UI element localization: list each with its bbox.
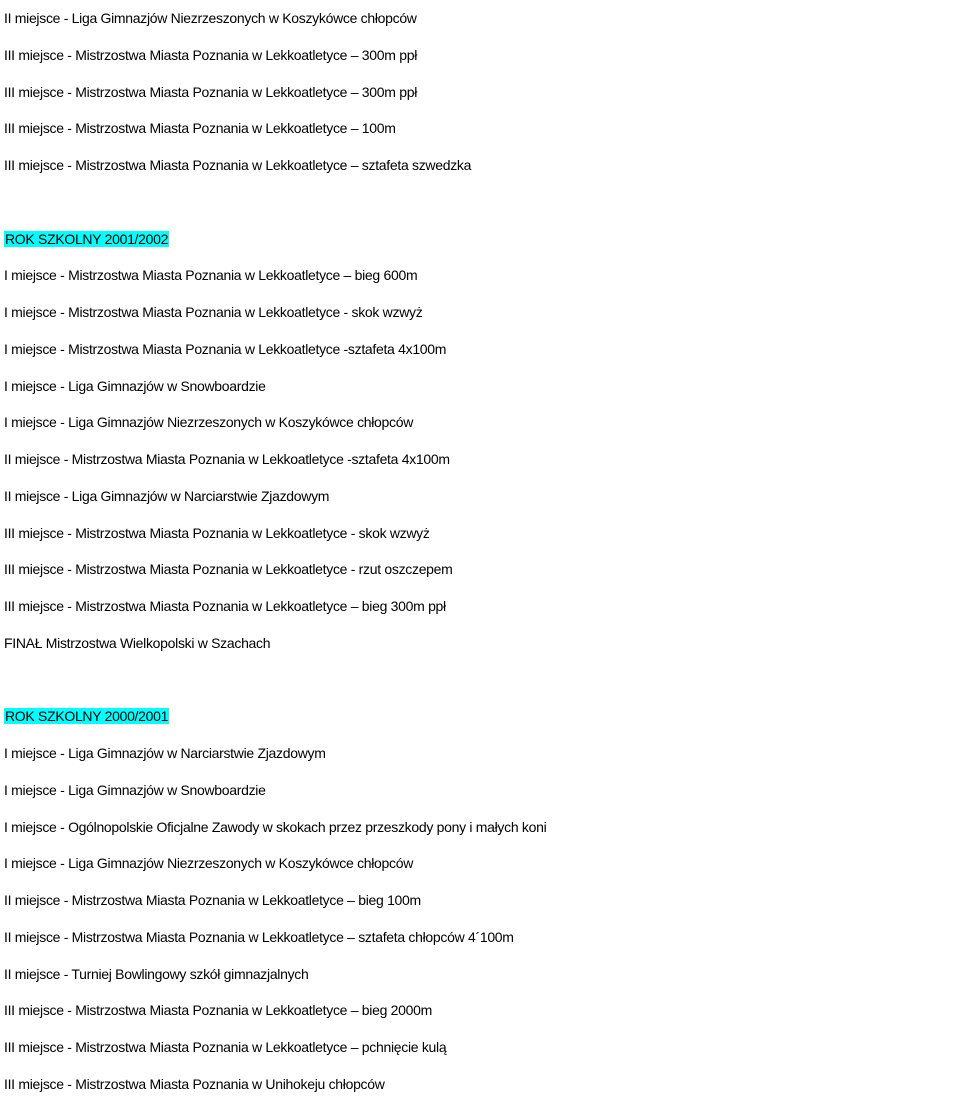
result-line: III miejsce - Mistrzostwa Miasta Poznania w Lekkoatletyce – bieg 2000m <box>4 1002 432 1019</box>
section-2001-2002 <box>4 221 960 662</box>
result-line: III miejsce - Mistrzostwa Miasta Poznania w Lekkoatletyce – 300m ppł <box>4 83 417 100</box>
section-2000-2001 <box>4 698 960 1102</box>
result-line: I miejsce - Liga Gimnazjów Niezrzeszonych w Koszykówce chłopców <box>4 855 414 872</box>
document-body <box>4 0 960 1103</box>
section-heading <box>4 698 960 735</box>
result-line: I miejsce - Liga Gimnazjów w Snowboardzie <box>4 781 266 798</box>
result-line: FINAŁ Mistrzostwa Wielkopolski w Szachach <box>4 634 271 651</box>
result-line: I miejsce - Mistrzostwa Miasta Poznania w Lekkoatletyce - skok wzwyż <box>4 304 423 320</box>
result-line: III miejsce - Mistrzostwa Miasta Poznania w Lekkoatletyce – pchnięcie kulą <box>4 1039 447 1055</box>
section-heading-text: ROK SZKOLNY 2000/2001 <box>5 708 169 725</box>
result-line: I miejsce - Ogólnopolskie Oficjalne Zawody w skokach przez przeszkody pony i małych koni <box>4 818 547 835</box>
result-line: III miejsce - Mistrzostwa Miasta Poznania w Lekkoatletyce – bieg 300m ppł <box>4 598 446 614</box>
result-line: III miejsce - Mistrzostwa Miasta Poznania w Lekkoatletyce - skok wzwyż <box>4 524 430 541</box>
result-line: III miejsce - Mistrzostwa Miasta Poznania w Lekkoatletyce – 300m ppł <box>4 46 417 63</box>
result-line: I miejsce - Mistrzostwa Miasta Poznania w Lekkoatletyce – bieg 600m <box>4 267 418 284</box>
result-line: II miejsce - Mistrzostwa Miasta Poznania w Lekkoatletyce – sztafeta chłopców 4´100m <box>4 928 514 945</box>
result-line: II miejsce - Turniej Bowlingowy szkół gimnazjalnych <box>4 965 309 982</box>
result-line: II miejsce - Mistrzostwa Miasta Poznania w Lekkoatletyce – bieg 100m <box>4 892 421 908</box>
section-heading-text: ROK SZKOLNY 2001/2002 <box>5 230 169 247</box>
top-results-list <box>4 0 960 184</box>
result-line: I miejsce - Liga Gimnazjów w Snowboardzie <box>4 377 266 394</box>
result-line: II miejsce - Liga Gimnazjów w Narciarstwie Zjazdowym <box>4 487 330 504</box>
spacer <box>4 184 960 221</box>
spacer <box>4 662 960 699</box>
result-line: I miejsce - Mistrzostwa Miasta Poznania w Lekkoatletyce -sztafeta 4x100m <box>4 340 447 357</box>
result-line: II miejsce - Mistrzostwa Miasta Poznania w Lekkoatletyce -sztafeta 4x100m <box>4 451 450 467</box>
result-line: I miejsce - Liga Gimnazjów w Narciarstwie Zjazdowym <box>4 745 326 761</box>
section-heading <box>4 221 960 258</box>
result-line: III miejsce - Mistrzostwa Miasta Poznania w Lekkoatletyce – sztafeta szwedzka <box>4 157 472 173</box>
result-line: I miejsce - Liga Gimnazjów Niezrzeszonych w Koszykówce chłopców <box>4 414 414 431</box>
result-line: III miejsce - Mistrzostwa Miasta Poznania w Lekkoatletyce - rzut oszczepem <box>4 561 453 578</box>
result-line: III miejsce - Mistrzostwa Miasta Poznania w Unihokeju chłopców <box>4 1075 385 1092</box>
result-line: III miejsce - Mistrzostwa Miasta Poznania w Lekkoatletyce – 100m <box>4 120 396 137</box>
result-line: II miejsce - Liga Gimnazjów Niezrzeszonych w Koszykówce chłopców <box>4 10 417 26</box>
